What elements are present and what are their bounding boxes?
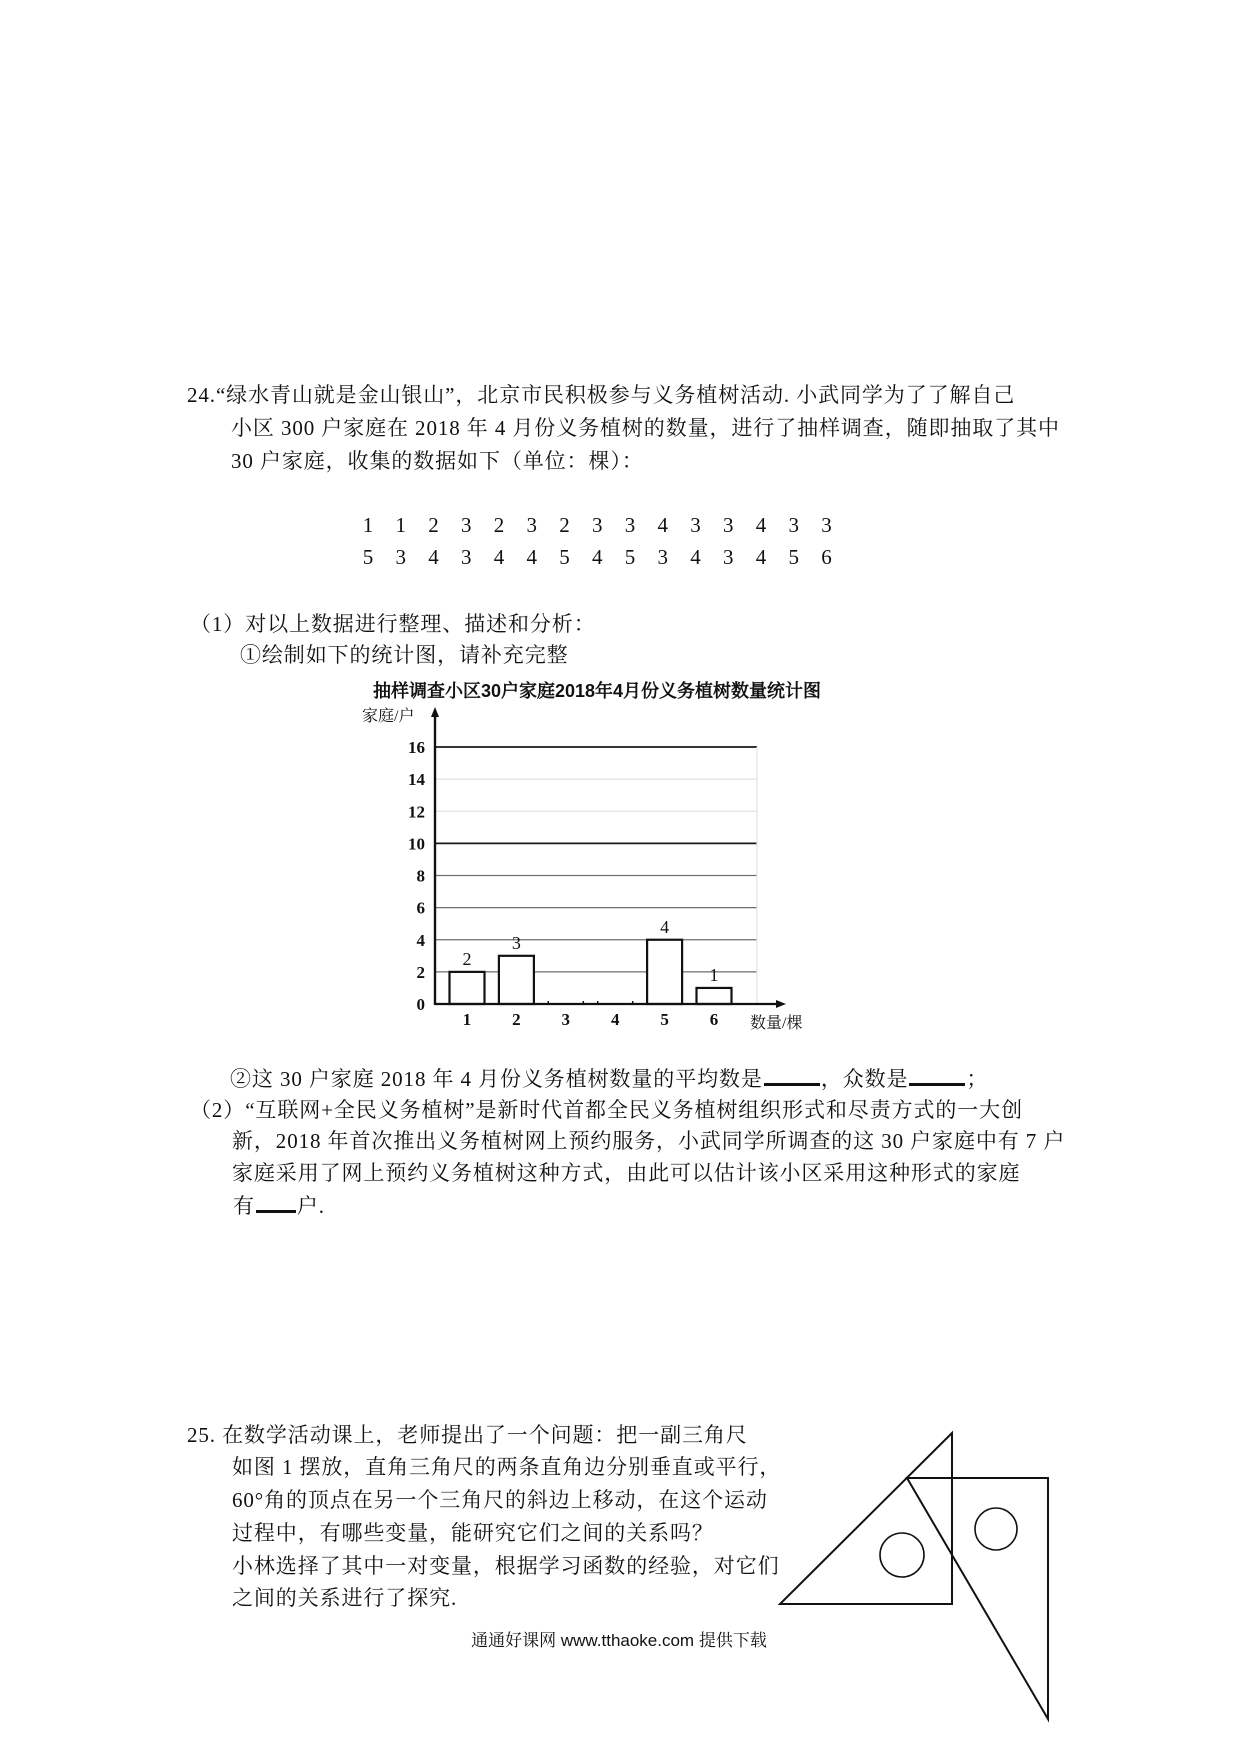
x-tick-label: 6 xyxy=(709,1010,719,1029)
q24-line-2: 小区 300 户家庭在 2018 年 4 月份义务植树的数量，进行了抽样调查，随即抽取了其中 xyxy=(231,416,1060,440)
y-tick-label: 2 xyxy=(416,962,425,982)
triangle-30-60-degree xyxy=(907,1478,1048,1719)
data-value: 3 xyxy=(723,513,734,537)
bar xyxy=(697,988,732,1004)
triangle-45-hole xyxy=(880,1533,924,1577)
part2-line-3: 家庭采用了网上预约义务植树这种方式，由此可以估计该小区采用这种形式的家庭 xyxy=(232,1161,1021,1185)
data-value: 4 xyxy=(690,545,701,569)
triangle-30-60-hole xyxy=(975,1508,1017,1550)
part1-item2-mid: ，众数是 xyxy=(820,1067,909,1091)
q25-line-5: 小林选择了其中一对变量，根据学习函数的经验，对它们 xyxy=(232,1554,780,1578)
data-value: 5 xyxy=(788,545,799,569)
y-tick-label: 6 xyxy=(416,898,425,918)
bar-value-label: 2 xyxy=(462,948,472,969)
q25-line-4: 过程中，有哪些变量，能研究它们之间的关系吗？ xyxy=(232,1521,714,1545)
data-value: 3 xyxy=(592,513,603,537)
data-value: 4 xyxy=(493,545,505,569)
data-value: 5 xyxy=(559,545,570,569)
y-tick-label: 16 xyxy=(408,738,425,757)
part2-line-4 xyxy=(233,1192,325,1219)
data-row-2 xyxy=(0,544,1240,570)
part1-item2 xyxy=(230,1065,988,1092)
triangle-45-degree xyxy=(780,1433,952,1604)
bar xyxy=(450,972,485,1004)
mean-answer-blank xyxy=(764,1065,820,1086)
q25-line-1: 25. 在数学活动课上，老师提出了一个问题：把一副三角尺 xyxy=(187,1423,748,1447)
y-tick-label: 8 xyxy=(416,866,425,886)
y-tick-label: 4 xyxy=(416,930,425,950)
x-tick-label: 4 xyxy=(610,1010,620,1029)
data-value: 4 xyxy=(755,513,767,537)
part1-heading: （1）对以上数据进行整理、描述和分析： xyxy=(190,612,596,636)
data-value: 3 xyxy=(690,513,701,537)
bar-value-label: 1 xyxy=(709,964,719,985)
x-tick-label: 5 xyxy=(660,1010,669,1029)
data-value: 3 xyxy=(821,513,832,537)
y-tick-label: 0 xyxy=(416,995,425,1014)
household-answer-blank xyxy=(256,1192,296,1213)
q24-line-3: 30 户家庭，收集的数据如下（单位：棵）： xyxy=(231,449,644,473)
mode-answer-blank xyxy=(909,1065,965,1086)
data-row-1 xyxy=(0,512,1240,538)
data-value: 6 xyxy=(821,545,832,569)
x-axis-title: 数量/棵 xyxy=(750,1015,803,1032)
part1-item2-text: ②这 30 户家庭 2018 年 4 月份义务植树数量的平均数是 xyxy=(230,1067,763,1091)
bar-value-label: 4 xyxy=(660,916,670,937)
y-axis-arrow-icon xyxy=(431,707,439,717)
part1-item1: ①绘制如下的统计图，请补充完整 xyxy=(240,643,569,667)
data-value: 4 xyxy=(755,545,767,569)
data-value: 1 xyxy=(362,513,374,537)
part1-item2-end: ； xyxy=(966,1067,989,1091)
x-tick-label: 1 xyxy=(462,1010,472,1029)
data-value: 3 xyxy=(657,545,668,569)
chart-title: 抽样调查小区30户家庭2018年4月份义务植树数量统计图 xyxy=(372,681,822,701)
data-value: 2 xyxy=(559,513,570,537)
data-value: 4 xyxy=(592,545,603,569)
y-tick-label: 12 xyxy=(408,802,425,822)
data-value: 2 xyxy=(493,513,505,537)
chart-axes xyxy=(431,707,786,1008)
data-value: 1 xyxy=(395,513,406,537)
data-value: 5 xyxy=(362,545,374,569)
x-axis-arrow-icon xyxy=(776,1000,786,1008)
data-value: 4 xyxy=(526,545,537,569)
data-value: 5 xyxy=(624,545,636,569)
bar xyxy=(647,940,682,1004)
part2-line-1: （2）“互联网+全民义务植树”是新时代首都全民义务植树组织形式和尽责方式的一大创 xyxy=(190,1098,1023,1122)
q25-line-3: 60°角的顶点在另一个三角尺的斜边上移动，在这个运动 xyxy=(232,1488,768,1512)
data-value: 3 xyxy=(788,513,799,537)
x-tick-label: 2 xyxy=(512,1010,521,1029)
footer-watermark: 通通好课网 www.tthaoke.com 提供下载 xyxy=(471,1631,767,1650)
y-tick-label: 10 xyxy=(408,834,425,854)
data-value: 3 xyxy=(395,545,406,569)
q25-line-2: 如图 1 摆放，直角三角尺的两条直角边分别垂直或平行， xyxy=(232,1455,782,1479)
data-value: 3 xyxy=(461,545,472,569)
part2-last-after: 户. xyxy=(296,1194,325,1218)
y-axis-title: 家庭/户 xyxy=(362,708,415,725)
data-value: 4 xyxy=(428,545,439,569)
data-value: 3 xyxy=(526,513,537,537)
bar-chart xyxy=(340,670,840,1040)
data-value: 3 xyxy=(461,513,472,537)
q24-line-1: 24.“绿水青山就是金山银山”，北京市民积极参与义务植树活动. 小武同学为了了解自己 xyxy=(187,383,1016,407)
q25-line-6: 之间的关系进行了探究. xyxy=(232,1586,458,1610)
data-value: 3 xyxy=(624,513,636,537)
bar xyxy=(499,956,534,1004)
data-value: 4 xyxy=(657,513,668,537)
part2-line-2: 新，2018 年首次推出义务植树网上预约服务，小武同学所调查的这 30 户家庭中有 7 户 xyxy=(232,1129,1066,1153)
data-value: 3 xyxy=(723,545,734,569)
set-squares-figure xyxy=(770,1420,1070,1740)
x-tick-label: 3 xyxy=(561,1010,571,1029)
y-tick-label: 14 xyxy=(408,770,425,790)
part2-last-before: 有 xyxy=(233,1194,255,1218)
bar-value-label: 3 xyxy=(511,932,521,953)
data-value: 2 xyxy=(428,513,439,537)
